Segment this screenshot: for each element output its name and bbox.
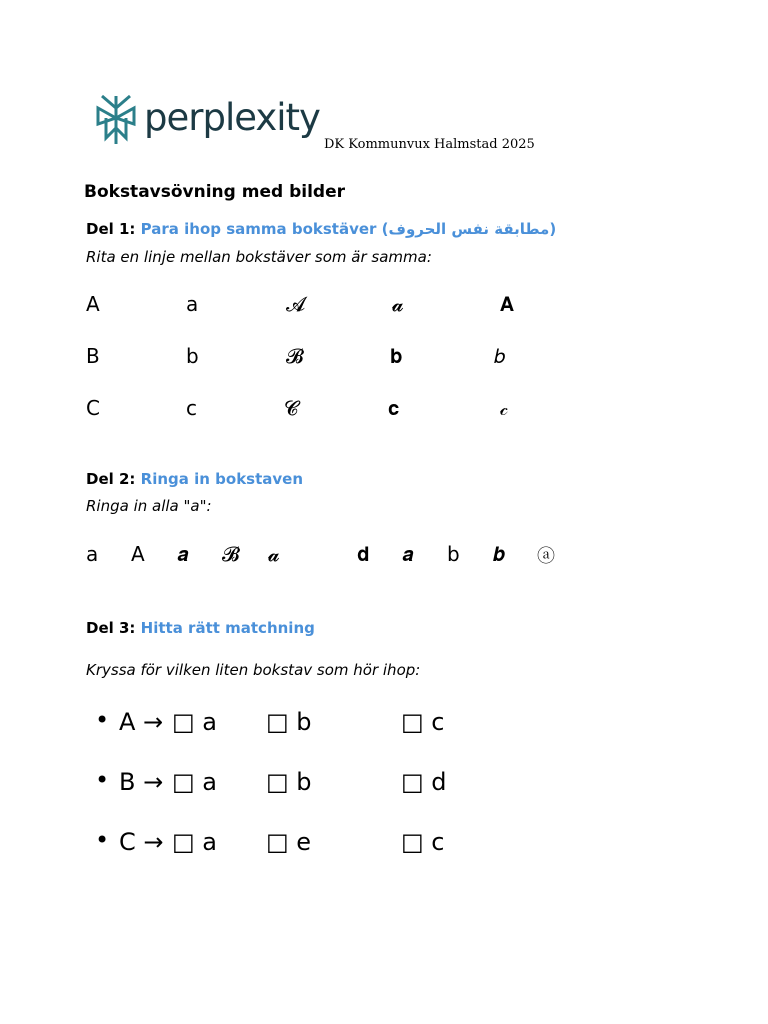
bullet-dot-icon: •: [95, 706, 110, 734]
match-prompt: A →: [119, 708, 164, 736]
match-letter: 𝐜: [388, 396, 400, 420]
checkbox-option[interactable]: □ b: [266, 708, 312, 736]
bullet-dot-icon: •: [95, 766, 110, 794]
match-letter: 𝐀: [500, 292, 514, 316]
checkbox-option[interactable]: □ e: [266, 828, 312, 856]
part2-subtitle: Ringa in bokstaven: [140, 470, 304, 488]
match-letter: C: [86, 396, 100, 420]
checkbox-option[interactable]: □ d: [401, 768, 447, 796]
part2-instruction: Ringa in alla "a":: [86, 497, 212, 515]
checkbox-option[interactable]: □ b: [266, 768, 312, 796]
match-letter: A: [86, 292, 100, 316]
checkbox-option[interactable]: □ a: [172, 828, 218, 856]
circle-letter: b: [447, 542, 460, 566]
part3-instruction: Kryssa för vilken liten bokstav som hör ihop:: [86, 661, 421, 679]
logo: [94, 94, 320, 146]
circle-letter: 𝒂: [177, 542, 189, 566]
part3-label: Del 3:: [86, 619, 136, 637]
match-letter: 𝒸: [500, 396, 509, 420]
part1-subtitle: Para ihop samma bokstäver (مطابقة نفس الحروف): [140, 220, 557, 238]
perplexity-logo-icon: [94, 94, 138, 146]
match-prompt: B →: [119, 768, 164, 796]
circle-letter: 𝓑: [222, 542, 240, 566]
part2-label: Del 2:: [86, 470, 136, 488]
match-letter: 𝐛: [390, 344, 403, 368]
match-letter: a: [186, 292, 199, 316]
part1-heading: [86, 220, 556, 238]
circle-letter: a: [86, 542, 99, 566]
checkbox-option[interactable]: □ c: [401, 828, 445, 856]
match-letter: 𝑏: [494, 344, 506, 368]
part1-instruction: Rita en linje mellan bokstäver som är samma:: [86, 248, 432, 266]
checkbox-option[interactable]: □ a: [172, 708, 218, 736]
part3-subtitle: Hitta rätt matchning: [140, 619, 315, 637]
match-letter: 𝓐: [286, 292, 306, 316]
logo-text: perplexity: [144, 95, 320, 139]
circle-letter: 𝒂: [402, 542, 414, 566]
circle-letter: A: [131, 542, 145, 566]
organization-label: DK Kommunvux Halmstad 2025: [324, 137, 535, 152]
circle-letter: ⓐ: [537, 546, 555, 567]
match-prompt: C →: [119, 828, 164, 856]
match-letter: 𝓒: [284, 396, 299, 420]
match-letter: 𝓪: [392, 292, 404, 316]
match-letter: b: [186, 344, 199, 368]
part3-heading: [86, 619, 315, 637]
match-letter: B: [86, 344, 100, 368]
circle-letter: 𝐝: [357, 542, 370, 566]
part1-label: Del 1:: [86, 220, 136, 238]
match-letter: 𝓑: [286, 344, 304, 368]
checkbox-option[interactable]: □ c: [401, 708, 445, 736]
checkbox-option[interactable]: □ a: [172, 768, 218, 796]
circle-letter: 𝓪: [268, 542, 280, 566]
part2-heading: [86, 470, 303, 488]
match-letter: c: [186, 396, 197, 420]
bullet-dot-icon: •: [95, 826, 110, 854]
circle-letter: 𝒃: [493, 542, 506, 566]
page-title: Bokstavsövning med bilder: [84, 182, 345, 202]
